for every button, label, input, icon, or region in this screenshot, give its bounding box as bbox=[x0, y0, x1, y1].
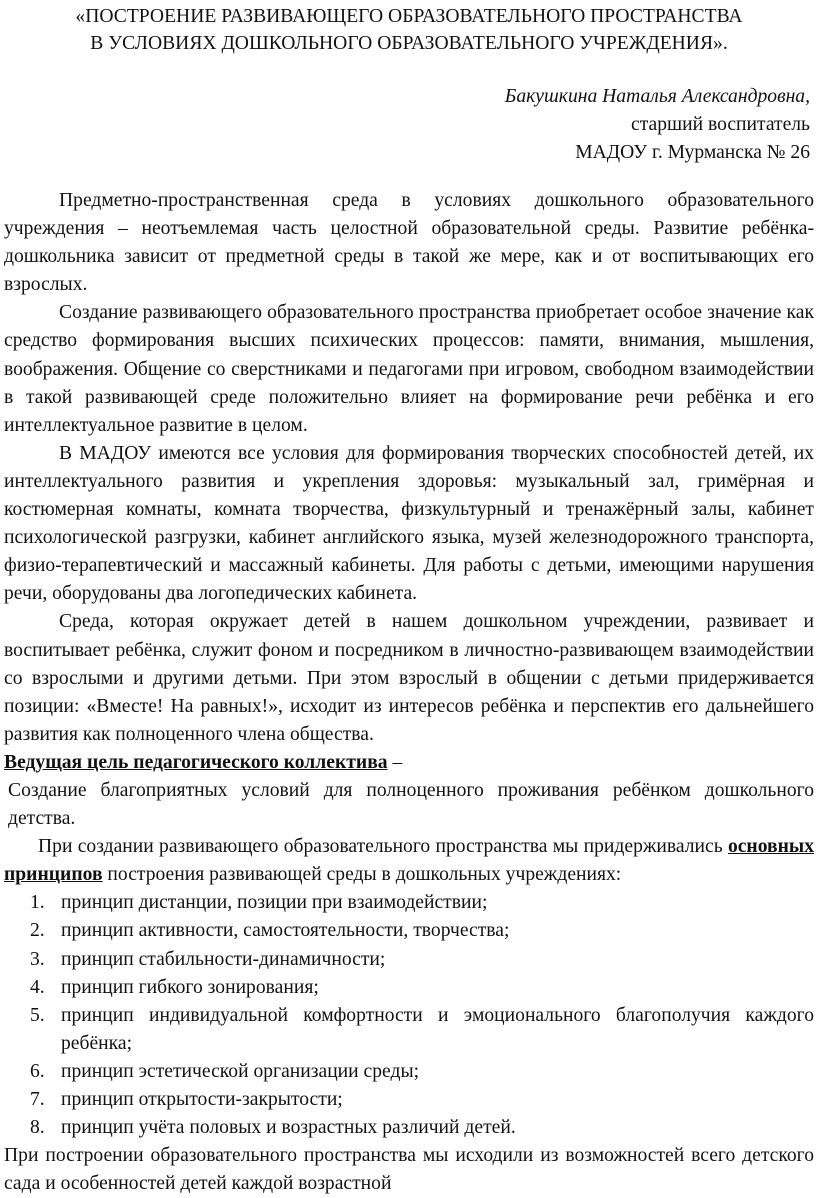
principles-intro-emphasis: основных принципов bbox=[4, 836, 814, 886]
principles-intro-before: При создании развивающего образовательного пространства мы придерживались bbox=[38, 836, 728, 858]
list-item bbox=[4, 1086, 814, 1114]
closing-paragraph: При построении образовательного пространства мы исходили из возможностей всего детского сада и особенностей детей каждой возрастной bbox=[4, 1145, 814, 1195]
principles-list bbox=[4, 889, 814, 1142]
title-line-2: В УСЛОВИЯХ ДОШКОЛЬНОГО ОБРАЗОВАТЕЛЬНОГО УЧРЕЖДЕНИЯ». bbox=[90, 33, 728, 54]
paragraph-2: Создание развивающего образовательного пространства приобретает особое значение как средство формирования высших психических процессов: памяти, внимания, мышления, воображения. Общение со сверстниками и педагогами при игровом, свободном взаимодействии в такой развивающей среде положительно влияет на формирование речи ребёнка и его интеллектуальное развитие в целом. bbox=[4, 302, 814, 436]
list-item-number: 4. bbox=[30, 976, 45, 998]
paragraph-1: Предметно-пространственная среда в условиях дошкольного образовательного учреждения – неотъемлемая часть целостной образовательной среды. Развитие ребёнка-дошкольника зависит от предметной среды в такой же мере, как и от воспитывающих его взрослых. bbox=[4, 190, 814, 296]
list-item bbox=[4, 1058, 814, 1086]
list-item-text: принцип дистанции, позиции при взаимодействии; bbox=[61, 892, 488, 914]
list-item bbox=[4, 889, 814, 917]
list-item-text: принцип индивидуальной комфортности и эмоционального благополучия каждого ребёнка; bbox=[61, 1004, 814, 1054]
principles-intro-after: построения развивающей среды в дошкольных учреждениях: bbox=[102, 864, 622, 886]
list-item-text: принцип активности, самостоятельности, творчества; bbox=[61, 920, 510, 942]
list-item-text: принцип учёта половых и возрастных различий детей. bbox=[61, 1117, 516, 1139]
list-item bbox=[4, 974, 814, 1002]
list-item-text: принцип эстетической организации среды; bbox=[61, 1060, 420, 1082]
paragraph-3: В МАДОУ имеются все условия для формирования творческих способностей детей, их интеллектуального развития и укрепления здоровья: музыкальный зал, гримёрная и костюмерная комнаты, комната творчества, физкультурный и тренажёрный залы, кабинет психологической разгрузки, кабинет английского языка, музей железнодорожного транспорта, физио-терапевтический и массажный кабинеты. Для работы с детьми, имеющими нарушения речи, оборудованы два логопедических кабинета. bbox=[4, 442, 814, 605]
list-item bbox=[4, 917, 814, 945]
paragraph-4: Среда, которая окружает детей в нашем дошкольном учреждении, развивает и воспитывает ребёнка, служит фоном и посредником в личностно-развивающем взаимодействии со взрослыми и другими детьми. При этом взрослый в общении с детьми придерживается позиции: «Вместе! На равных!», исходит из интересов ребёнка и перспектив его дальнейшего развития как полноценного члена общества. bbox=[4, 611, 814, 745]
author-position: старший воспитатель bbox=[631, 114, 810, 135]
list-item bbox=[4, 1114, 814, 1142]
list-item bbox=[4, 946, 814, 974]
list-item-number: 6. bbox=[30, 1060, 45, 1082]
list-item-number: 1. bbox=[30, 892, 45, 914]
list-item bbox=[4, 1002, 814, 1058]
list-item-text: принцип гибкого зонирования; bbox=[61, 976, 319, 998]
list-item-number: 3. bbox=[30, 948, 45, 970]
list-item-number: 2. bbox=[30, 920, 45, 942]
goal-heading: Ведущая цель педагогического коллектива bbox=[4, 751, 388, 773]
author-block bbox=[4, 83, 814, 167]
author-name: Бакушкина Наталья Александровна, bbox=[504, 86, 810, 107]
list-item-number: 5. bbox=[30, 1004, 45, 1026]
goal-heading-line bbox=[4, 749, 814, 777]
list-item-number: 8. bbox=[30, 1117, 45, 1139]
goal-text: Создание благоприятных условий для полноценного проживания ребёнком дошкольного детства. bbox=[8, 779, 814, 830]
document-body bbox=[4, 187, 814, 1198]
author-organization: МАДОУ г. Мурманска № 26 bbox=[575, 142, 810, 163]
principles-intro bbox=[4, 833, 814, 889]
list-item-number: 7. bbox=[30, 1089, 45, 1110]
list-item-text: принцип открытости-закрытости; bbox=[61, 1089, 343, 1110]
list-item-text: принцип стабильности-динамичности; bbox=[61, 948, 386, 970]
document-title bbox=[4, 0, 814, 57]
goal-dash: – bbox=[387, 751, 403, 773]
title-line-1: «ПОСТРОЕНИЕ РАЗВИВАЮЩЕГО ОБРАЗОВАТЕЛЬНОГО ПРОСТРАНСТВА bbox=[75, 6, 743, 27]
